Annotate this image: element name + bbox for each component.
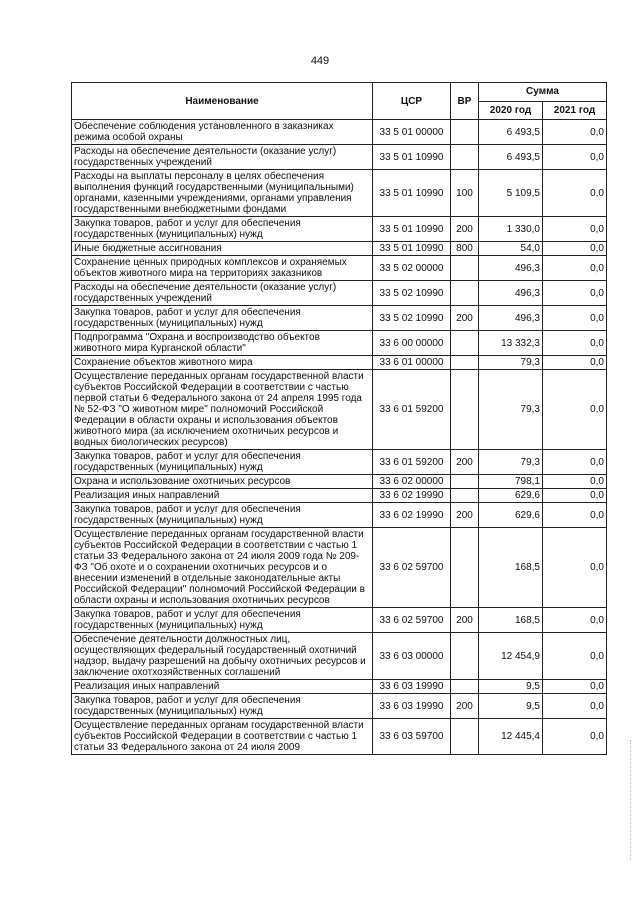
row-amount-2020: 629,6 xyxy=(479,503,543,528)
row-vr: 200 xyxy=(451,450,479,475)
row-amount-2020: 496,3 xyxy=(479,306,543,331)
table-row xyxy=(72,475,607,489)
row-name: Закупка товаров, работ и услуг для обеспечения государственных (муниципальных) нужд xyxy=(72,306,373,331)
table-row xyxy=(72,489,607,503)
row-amount-2020: 6 493,5 xyxy=(479,120,543,145)
table-row xyxy=(72,256,607,281)
row-vr: 100 xyxy=(451,170,479,217)
row-vr xyxy=(451,633,479,680)
table-row xyxy=(72,450,607,475)
row-csr: 33 6 03 19990 xyxy=(373,680,451,694)
row-amount-2020: 496,3 xyxy=(479,256,543,281)
row-vr xyxy=(451,356,479,370)
row-amount-2020: 9,5 xyxy=(479,694,543,719)
table-row xyxy=(72,694,607,719)
scan-artifact xyxy=(630,740,632,860)
row-vr xyxy=(451,281,479,306)
row-name: Расходы на выплаты персоналу в целях обеспечения выполнения функций государственными (муниципальными) органами, казенными учреждениями, органами управления государственными внебюджетными фондами xyxy=(72,170,373,217)
row-vr xyxy=(451,719,479,755)
table-row xyxy=(72,120,607,145)
row-vr xyxy=(451,528,479,608)
row-amount-2021: 0,0 xyxy=(543,503,607,528)
row-csr: 33 5 01 00000 xyxy=(373,120,451,145)
row-amount-2021: 0,0 xyxy=(543,145,607,170)
row-csr: 33 6 02 59700 xyxy=(373,608,451,633)
row-name: Расходы на обеспечение деятельности (оказание услуг) государственных учреждений xyxy=(72,281,373,306)
row-name: Реализация иных направлений xyxy=(72,489,373,503)
row-csr: 33 5 01 10990 xyxy=(373,217,451,242)
row-csr: 33 5 02 00000 xyxy=(373,256,451,281)
row-name: Закупка товаров, работ и услуг для обеспечения государственных (муниципальных) нужд xyxy=(72,608,373,633)
page-number: 449 xyxy=(310,55,330,67)
table-row xyxy=(72,503,607,528)
row-name: Осуществление переданных органам государственной власти субъектов Российской Федерации в соответствии с частью 1 статьи 33 Федерального закона от 24 июля 2009 xyxy=(72,719,373,755)
table-row xyxy=(72,217,607,242)
row-amount-2021: 0,0 xyxy=(543,170,607,217)
row-csr: 33 6 02 19990 xyxy=(373,489,451,503)
row-amount-2020: 5 109,5 xyxy=(479,170,543,217)
header-csr: ЦСР xyxy=(373,83,451,120)
row-name: Осуществление переданных органам государственной власти субъектов Российской Федерации в соответствии с частью 1 статьи 33 Федерального закона от 24 июля 2009 года № 209-ФЗ "Об охоте и о сохранении охотничьих ресурсов и о внесении изменений в отдельные законодательные акты Российской Федерации" полномочий Российской Федерации в области охраны и использования охотничьих ресурсов xyxy=(72,528,373,608)
row-name: Закупка товаров, работ и услуг для обеспечения государственных (муниципальных) нужд xyxy=(72,217,373,242)
row-vr xyxy=(451,475,479,489)
row-csr: 33 5 01 10990 xyxy=(373,242,451,256)
row-amount-2020: 12 454,9 xyxy=(479,633,543,680)
row-name: Осуществление переданных органам государственной власти субъектов Российской Федерации в соответствии с частью первой статьи 6 Федерального закона от 24 апреля 1995 года № 52-ФЗ "О животном мире" полномочий Российской Федерации в области охраны и использования объектов животного мира (за исключением охотничьих ресурсов и водных биологических ресурсов) xyxy=(72,370,373,450)
row-amount-2021: 0,0 xyxy=(543,680,607,694)
row-amount-2020: 79,3 xyxy=(479,450,543,475)
row-name: Подпрограмма "Охрана и воспроизводство объектов животного мира Курганской области" xyxy=(72,331,373,356)
row-vr xyxy=(451,680,479,694)
row-csr: 33 6 01 59200 xyxy=(373,370,451,450)
row-csr: 33 6 01 59200 xyxy=(373,450,451,475)
row-amount-2021: 0,0 xyxy=(543,256,607,281)
table-row xyxy=(72,370,607,450)
table-row xyxy=(72,145,607,170)
row-vr xyxy=(451,331,479,356)
row-csr: 33 6 03 00000 xyxy=(373,633,451,680)
row-amount-2020: 79,3 xyxy=(479,370,543,450)
row-csr: 33 6 02 00000 xyxy=(373,475,451,489)
row-amount-2021: 0,0 xyxy=(543,331,607,356)
row-csr: 33 6 02 19990 xyxy=(373,503,451,528)
header-vr: ВР xyxy=(451,83,479,120)
table-row xyxy=(72,281,607,306)
row-name: Закупка товаров, работ и услуг для обеспечения государственных (муниципальных) нужд xyxy=(72,503,373,528)
row-amount-2020: 79,3 xyxy=(479,356,543,370)
table-row xyxy=(72,242,607,256)
row-amount-2020: 798,1 xyxy=(479,475,543,489)
header-name: Наименование xyxy=(72,83,373,120)
row-csr: 33 6 03 19990 xyxy=(373,694,451,719)
table-header xyxy=(72,83,607,120)
row-vr: 200 xyxy=(451,217,479,242)
row-name: Сохранение ценных природных комплексов и охраняемых объектов животного мира на территориях заказников xyxy=(72,256,373,281)
row-vr xyxy=(451,145,479,170)
header-sum: Сумма xyxy=(479,83,607,102)
row-vr xyxy=(451,256,479,281)
row-name: Закупка товаров, работ и услуг для обеспечения государственных (муниципальных) нужд xyxy=(72,450,373,475)
row-amount-2020: 629,6 xyxy=(479,489,543,503)
row-name: Обеспечение деятельности должностных лиц, осуществляющих федеральный государственный охотничий надзор, выдачу разрешений на добычу охотничьих ресурсов и заключение охотхозяйственных соглашений xyxy=(72,633,373,680)
row-amount-2021: 0,0 xyxy=(543,608,607,633)
row-vr: 200 xyxy=(451,694,479,719)
row-name: Обеспечение соблюдения установленного в заказниках режима особой охраны xyxy=(72,120,373,145)
row-amount-2020: 1 330,0 xyxy=(479,217,543,242)
header-year-2020: 2020 год xyxy=(479,101,543,120)
row-name: Сохранение объектов животного мира xyxy=(72,356,373,370)
row-amount-2020: 168,5 xyxy=(479,528,543,608)
table-row xyxy=(72,528,607,608)
row-vr: 200 xyxy=(451,608,479,633)
row-amount-2020: 12 445,4 xyxy=(479,719,543,755)
row-amount-2021: 0,0 xyxy=(543,370,607,450)
row-vr xyxy=(451,120,479,145)
row-name: Иные бюджетные ассигнования xyxy=(72,242,373,256)
row-amount-2020: 168,5 xyxy=(479,608,543,633)
row-csr: 33 5 01 10990 xyxy=(373,170,451,217)
row-amount-2020: 54,0 xyxy=(479,242,543,256)
row-amount-2021: 0,0 xyxy=(543,306,607,331)
table-row xyxy=(72,306,607,331)
row-amount-2020: 9,5 xyxy=(479,680,543,694)
row-amount-2020: 6 493,5 xyxy=(479,145,543,170)
row-csr: 33 6 00 00000 xyxy=(373,331,451,356)
row-csr: 33 6 01 00000 xyxy=(373,356,451,370)
row-amount-2021: 0,0 xyxy=(543,120,607,145)
row-csr: 33 5 01 10990 xyxy=(373,145,451,170)
row-csr: 33 5 02 10990 xyxy=(373,306,451,331)
row-amount-2021: 0,0 xyxy=(543,242,607,256)
row-amount-2021: 0,0 xyxy=(543,281,607,306)
row-amount-2021: 0,0 xyxy=(543,217,607,242)
row-amount-2021: 0,0 xyxy=(543,528,607,608)
budget-table xyxy=(71,82,607,755)
row-name: Расходы на обеспечение деятельности (оказание услуг) государственных учреждений xyxy=(72,145,373,170)
row-name: Реализация иных направлений xyxy=(72,680,373,694)
row-amount-2021: 0,0 xyxy=(543,719,607,755)
row-vr xyxy=(451,489,479,503)
row-amount-2020: 13 332,3 xyxy=(479,331,543,356)
row-csr: 33 6 03 59700 xyxy=(373,719,451,755)
row-amount-2021: 0,0 xyxy=(543,633,607,680)
row-amount-2020: 496,3 xyxy=(479,281,543,306)
row-csr: 33 5 02 10990 xyxy=(373,281,451,306)
row-vr: 200 xyxy=(451,306,479,331)
row-vr: 800 xyxy=(451,242,479,256)
table-row xyxy=(72,719,607,755)
table-body xyxy=(72,120,607,755)
table-row xyxy=(72,633,607,680)
row-amount-2021: 0,0 xyxy=(543,694,607,719)
table-row xyxy=(72,356,607,370)
table-row xyxy=(72,608,607,633)
row-vr xyxy=(451,370,479,450)
row-amount-2021: 0,0 xyxy=(543,450,607,475)
row-name: Охрана и использование охотничьих ресурсов xyxy=(72,475,373,489)
row-amount-2021: 0,0 xyxy=(543,475,607,489)
table-row xyxy=(72,170,607,217)
row-amount-2021: 0,0 xyxy=(543,489,607,503)
table-row xyxy=(72,680,607,694)
row-name: Закупка товаров, работ и услуг для обеспечения государственных (муниципальных) нужд xyxy=(72,694,373,719)
table-row xyxy=(72,331,607,356)
row-vr: 200 xyxy=(451,503,479,528)
row-amount-2021: 0,0 xyxy=(543,356,607,370)
header-year-2021: 2021 год xyxy=(543,101,607,120)
row-csr: 33 6 02 59700 xyxy=(373,528,451,608)
